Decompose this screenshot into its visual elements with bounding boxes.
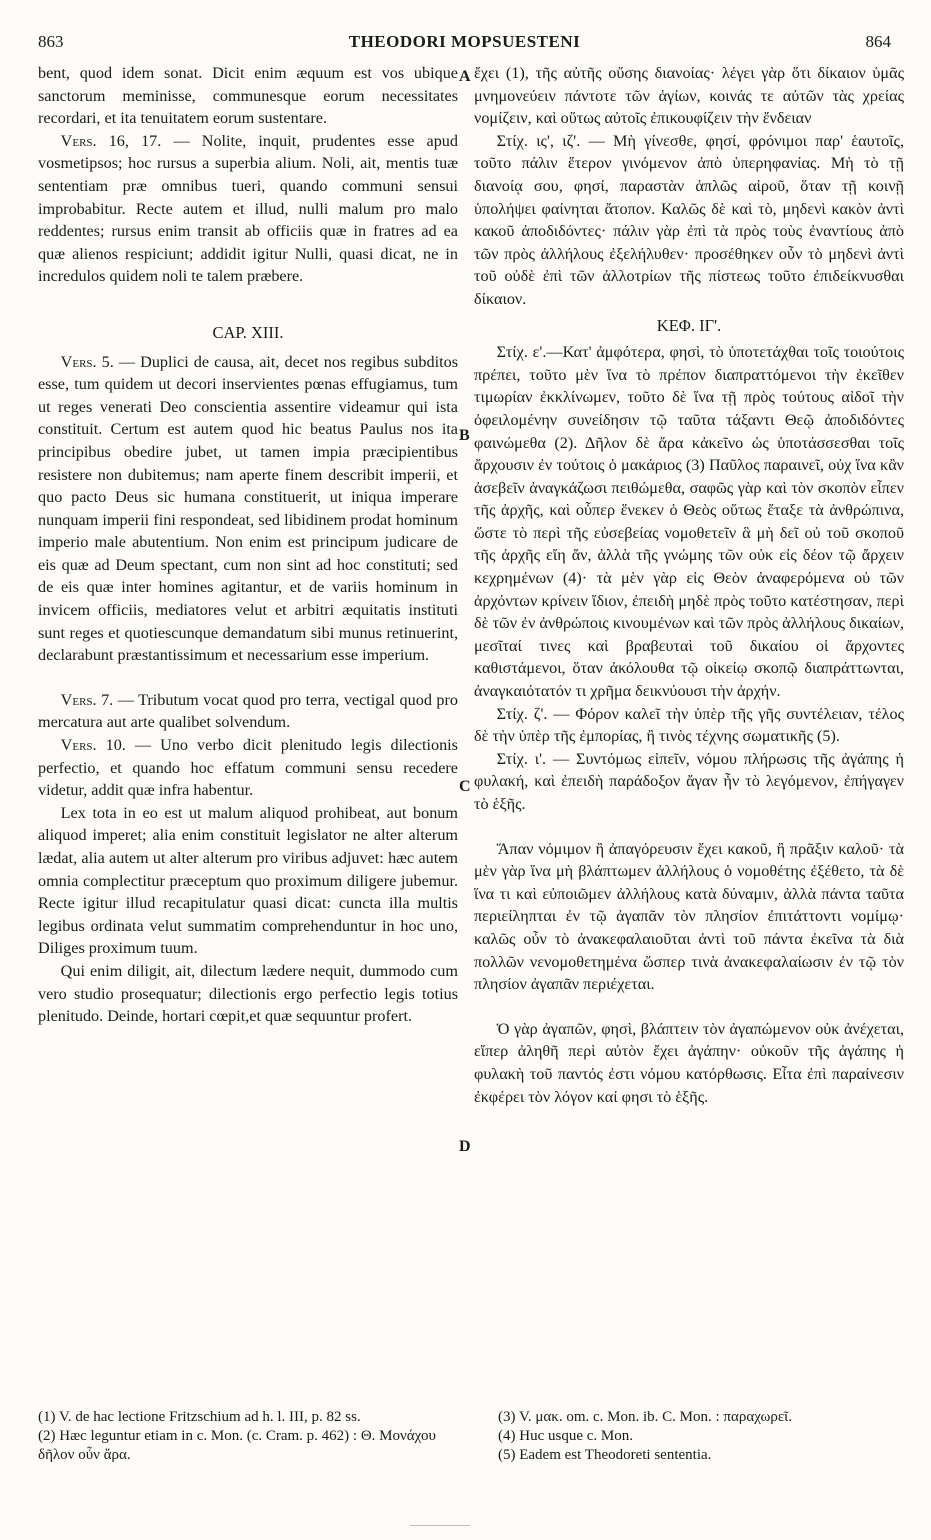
- latin-paragraph: Lex tota in eo est ut malum aliquod prohibeat, aut bonum aliquod imperet; alia enim constituit legislator ne alter alterum lædat, alia autem ut alter alterum pro viribus adjuvet: hæc autem omnia complectitur præceptum quo proximum diligere jubemur. Recte igitur illud recapitulatur quasi dicat: cuncta illa multis legibus ordinata velut summatim comprehenduntur in hoc uno, Diliges proximum tuum.: [38, 803, 458, 958]
- latin-paragraph: [38, 130, 458, 288]
- footnote: (2) Hæc leguntur etiam in c. Mon. (c. Cram. p. 462) : Θ. Μονάχου δῆλον οὖν ἄρα.: [38, 1428, 436, 1463]
- greek-paragraph: [474, 341, 904, 703]
- latin-column: [38, 62, 458, 1028]
- greek-paragraph: ἔχει (1), τῆς αὐτῆς οὔσης διανοίας· λέγει γὰρ ὅτι δίκαιον ὑμᾶς μνημονεύειν πάντοτε τῶν ἁγίων, κοινάς τε αὐτῶν τὰς χρείας νομίζειν, καὶ οὕτως αὐτοῖς ἐπικουφίζειν τὴν ἔνδειαν: [474, 64, 904, 128]
- verse-text: — Duplici de causa, ait, decet nos regibus subditos esse, tum quidem ut decori inservientes pœnas effugiamus, tum ut reges venerati Deo conscientia assentire videamur qui ista constituit. Certum est autem quod hic beatus Paulus nos ita principibus obedire jubet, ut tamen impia præcipientibus resistere non dubitemus; nam aperte finem describit imperii, et quo pacto Deus sic humana constituerit, ut iniqua imperare nunquam imperii fini respondeat, sed libidinem prodat hominum imperio male abutentium. Non enim est principum judicare de eis quæ ad Deum spectant, cum non sint ad hoc constituti; sed de eis quæ inter homines agitantur, et de variis hominum in invicem officiis, mediatores velut et arbitri æquitatis instituti sunt reges et quotiescunque demandatum sibi munus retinuerint, declarabunt præstantissimum et necessarium esse imperium.: [38, 352, 458, 665]
- verse-text: — Συντόμως εἰπεῖν, νόμου πλήρωσις τῆς ἀγάπης ἡ φυλακή, καὶ ἐπειδὴ παράδοξον ἄγαν ἦν τὸ λεγόμενον, ἐπήγαγεν τὸ ἑξῆς.: [474, 749, 904, 813]
- greek-paragraph: Ὁ γὰρ ἀγαπῶν, φησὶ, βλάπτειν τὸν ἀγαπώμενον οὐκ ἀνέχεται, εἴπερ ἀληθῆ περὶ αὐτὸν ἔχει ἀγάπην· οὐκοῦν τῆς ἀγάπης ἡ φυλακὴ τοῦ παντός ἐστι νόμου κατόρθωσις. Εἶτα ἐπὶ παραίνεσιν ἐκφέρει τὸν λόγον καί φησι τὸ ἑξῆς.: [474, 1019, 904, 1106]
- latin-paragraph: [38, 734, 458, 802]
- running-title: THEODORI MOPSUESTENI: [348, 32, 581, 51]
- footnote: (3) V. μακ. om. c. Mon. ib. C. Mon. : παραχωρεῖ.: [498, 1409, 792, 1425]
- footnotes-left: [38, 1408, 458, 1465]
- verse-text: —Κατ' ἀμφότερα, φησὶ, τὸ ὑποτετάχθαι τοῖς τοιούτοις πρέπει, τοῦτο μὲν ἵνα τὸ πρέπον διαπραττόμενοι τὴν ἐκεῖθεν τιμωρίαν ἐκκλίνωμεν, τοῦτο δὲ ἵνα τῇ πρὸς τούτους αἰδοῖ τὴν ὀφειλομένην συνείδησιν τῷ ταῦτα τάξαντι Θεῷ ἀποδιδόντες φαινώμεθα (2). Δῆλον δὲ ἄρα κἀκεῖνο ὡς ὑποτάσσεσθαι τοῖς ἄρχουσιν ἐν τούτοις ὁ μακάριος (3) Παῦλος παραινεῖ, οὐχ ἵνα κἂν ἀσεβεῖν ἀναγκάζωσι πειθώμεθα, σαφῶς γὰρ καὶ τὸν σκοπὸν εἶπεν τῆς ἀρχῆς, καὶ οὗπερ ἕνεκεν ὁ Θεὸς οὕτως ἔταξε τὰ ἀνθρώπινα, ὥστε τὸ περὶ τῆς εὐσεβείας νομοθετεῖν ἃ μὴ δεῖ οὐ τοῦ σκοποῦ τῆς ἀρχῆς εἴη ἄν, ἀλλὰ τῆς γνώμης τῶν οὐκ εἰς δέον τῷ ἄρχειν κεχρημένων (4)· τὰ μὲν γὰρ εἰς Θεὸν ἀναφερόμενα οὐ τῶν ἀρχόντων κρίνειν ἴδιον, ἐπειδὴ μηδὲ πρὸς τοῦτο κατέστησαν, περὶ δὲ τῶν ἐν ἀνθρώποις κινουμένων καὶ τῶν πρὸς ἀλλήλους δικαίων, μεσῖταί τινες καὶ βραβευταὶ τοῦ δικαίου οἱ ἄρχοντες καθιστάμενοι, ὅταν ἀκόλουθα τῷ οἰκείῳ σκοπῷ διαπράττωνται, ἀναγκαιότατόν τι χρῆμα δεικνύουσι τὴν ἀρχήν.: [474, 343, 905, 701]
- latin-paragraph: [38, 689, 458, 734]
- page-number-left: 863: [38, 32, 64, 51]
- margin-letter-a: A: [459, 68, 471, 85]
- footnotes-right: [498, 1408, 906, 1465]
- page-number-right: 864: [865, 32, 891, 51]
- verse-text: — Nolite, inquit, prudentes esse apud vosmetipsos; hoc rursus a superbia alium. Noli, ait, mentis tuæ sententiam præ omnibus tueri, quando communi sensui improbabitur. Recte autem et illud, nulli malum pro malo reddentes; rursus enim transit ab officiis quæ in fratres ad ea quæ alienos respiciunt; addidit igitur Nulli, quasi dicat, ne in incredulos quidem noli te talem præbere.: [38, 131, 458, 286]
- bottom-rule: [410, 1525, 470, 1526]
- verse-ref: Vers. 5.: [60, 352, 114, 371]
- latin-paragraph: bent, quod idem sonat. Dicit enim æquum est vos ubique sanctorum meminisse, communesque eorum necessitates recordari, et ita tenuitatem eorum sustentare.: [38, 64, 458, 128]
- greek-paragraph: Ἅπαν νόμιμον ἢ ἀπαγόρευσιν ἔχει κακοῦ, ἢ πρᾶξιν καλοῦ· τὰ μὲν γὰρ ἵνα μὴ βλάπτωμεν ἀλλήλους ὁ νομοθέτης ἐξέθετο, τὰ δὲ ἵνα τι καὶ εὐποιῶμεν ἀλλήλους κατὰ δύναμιν, ἀλλὰ πάντα ταῦτα περιείληπται ἐν τῷ ἀγαπᾶν τὸν πλησίον ἐπιτάττοντι νομίμῳ· καλῶς οὖν τὸ ἀνακεφαλαιοῦται ἀντὶ τοῦ πάντα ἐκεῖνα τὰ διὰ πολλῶν νενομοθετημένα ὥσπερ τινὰ ἀνακεφαλαίωσιν ἐν τῷ τὸν πλησίον ἀγαπᾶν περιέχεται.: [474, 839, 904, 994]
- margin-letter-b: B: [459, 427, 470, 444]
- verse-text: — Φόρον καλεῖ τὴν ὑπὲρ τῆς γῆς συντέλειαν, τέλος δὲ τὴν ὑπὲρ τῆς ἐμπορίας, ἢ τινὸς τέχνης σωματικῆς (5).: [474, 704, 904, 746]
- latin-paragraph: Qui enim diligit, ait, dilectum lædere nequit, dummodo cum vero studio prosequatur; dilectionis ergo perfectio legis totius plenitudo. Deinde, hortari cœpit,et quæ sequuntur profert.: [38, 961, 458, 1026]
- running-header: [38, 32, 891, 56]
- latin-paragraph: [38, 351, 458, 667]
- verse-ref: Vers. 16, 17.: [60, 131, 162, 150]
- verse-ref: Vers. 10.: [60, 736, 126, 755]
- footnote: (5) Eadem est Theodoreti sententia.: [498, 1447, 712, 1463]
- chapter-heading: CAP. XIII.: [212, 322, 284, 342]
- verse-ref: Vers. 7.: [60, 690, 114, 709]
- greek-paragraph: [474, 748, 904, 816]
- chapter-heading: ΚΕΦ. ΙΓ'.: [656, 315, 722, 335]
- verse-text: — Μὴ γίνεσθε, φησί, φρόνιμοι παρ' ἑαυτοῖς, τοῦτο πάλιν ἕτερον γινόμενον ἀπὸ ὑπερηφανίας. Μὴ τὸ τῇ διανοίᾳ σου, φησί, παραστὰν ἁπλῶς αἱροῦ, ὅταν τῇ κοινῇ ὑπολήψει φαίνηται ἄτοπον. Καλῶς δὲ καὶ τὸ, μηδενὶ κακὸν ἀντὶ κακοῦ ἀποδιδόντες· πάλιν γὰρ ἐπὶ τὰ πρὸς τοὺς ἐναντίους ἀπὸ τῶν πρὸς ἀλλήλους ἐξελήλυθεν· προσέθηκεν οὖν τὸ μηδενὶ ἀντὶ τοῦ οὐδὲ ἐπὶ τῶν ἀλλοτρίων τῆς πίστεως τοῦτο ἐπιδείκνυσθαι δίκαιον.: [474, 131, 904, 308]
- verse-text: — Uno verbo dicit plenitudo legis dilectionis perfectio, et quando hoc effatum communi sensu recedere videtur, addit quæ infra habentur.: [38, 736, 458, 800]
- greek-paragraph: [474, 703, 904, 748]
- footnote: (4) Huc usque c. Mon.: [498, 1428, 633, 1444]
- footnote: (1) V. de hac lectione Fritzschium ad h. l. III, p. 82 ss.: [38, 1409, 361, 1425]
- margin-letter-c: C: [459, 778, 471, 795]
- greek-paragraph: [474, 130, 904, 311]
- verse-ref: Στίχ. ις', ιζ'.: [496, 131, 581, 150]
- verse-ref: Στίχ. ζ'.: [496, 704, 548, 723]
- margin-letter-d: D: [459, 1138, 471, 1155]
- verse-ref: Στίχ. ι'.: [496, 749, 547, 768]
- verse-text: — Tributum vocat quod pro terra, vectigal quod pro mercatura aut arte qualibet solvendum.: [38, 690, 458, 732]
- verse-ref: Στίχ. ε'.: [496, 343, 547, 362]
- greek-column: [474, 62, 904, 1108]
